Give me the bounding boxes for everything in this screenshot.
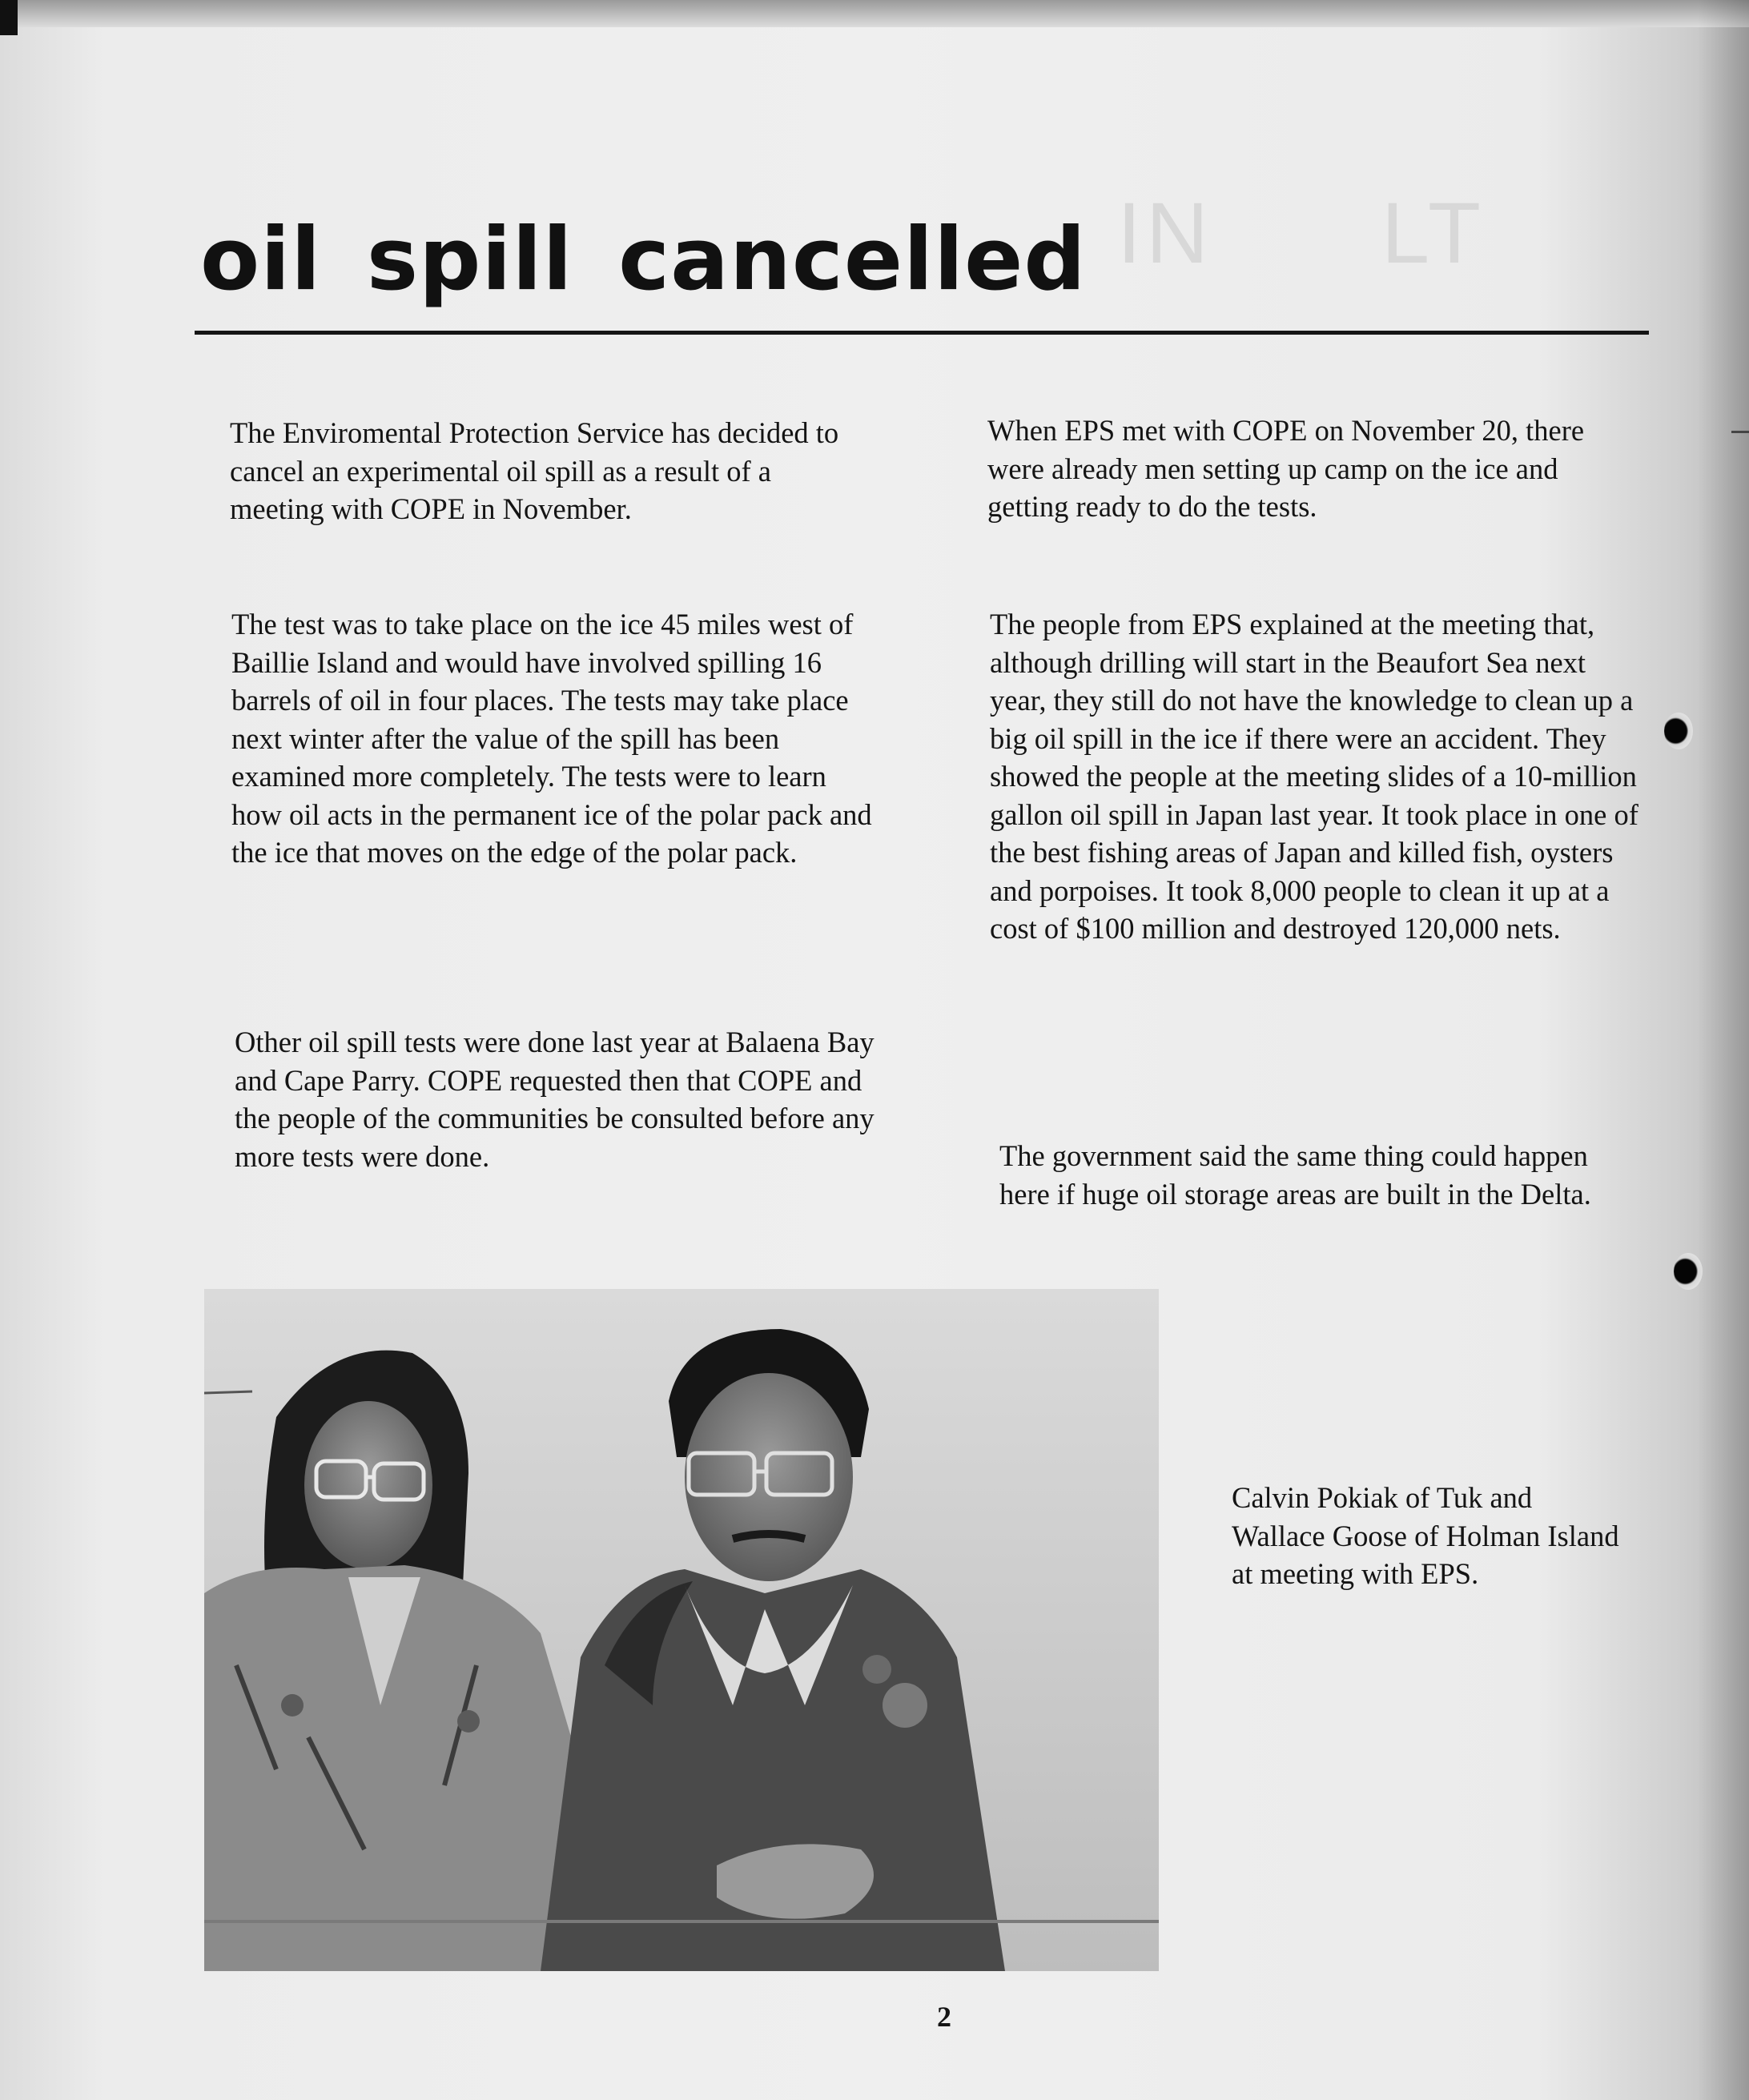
title-rule [195, 331, 1649, 335]
column-left-paragraph-2: The test was to take place on the ice 45 miles west of Baillie Island and would have involved spilling 16 barrels of oil in four places. The tests may take place next winter after the value of the spill has been examined more completely. The tests were to learn how oil acts in the permanent ice of the polar pack and the ice that moves on the edge of the polar pack. [231, 608, 872, 869]
bleed-through-heading: IN LT [1117, 184, 1486, 281]
punch-hole-icon [1664, 713, 1693, 749]
binding-shadow [1698, 0, 1749, 2100]
corner-tab [0, 0, 18, 35]
page-number: 2 [937, 2001, 951, 2033]
column-left-paragraph-1: The Enviromental Protection Service has decided to cancel an experimental oil spill as a result of a meeting with COPE in November. [230, 416, 839, 525]
photo-caption: Calvin Pokiak of Tuk and Wallace Goose of Holman Island at meeting with EPS. [1232, 1481, 1619, 1590]
photo-illustration [204, 1289, 1159, 1971]
column-left-paragraph-3: Other oil spill tests were done last year at Balaena Bay and Cape Parry. COPE requested then that COPE and the people of the communities be consulted before any more tests were done. [235, 1026, 874, 1173]
column-right-paragraph-1: When EPS met with COPE on November 20, there were already men setting up camp on the ice and getting ready to do the tests. [987, 414, 1585, 523]
column-right-paragraph-2: The people from EPS explained at the meeting that, although drilling will start in the Beaufort Sea next year, they still do not have the knowledge to clean up a big oil spill in the ice if there were an accident. They showed the people at the meeting slides of a 10-million gallon oil spill in Japan last year. It took place in one of the best fishing areas of Japan and killed fish, oysters and porpoises. It took 8,000 people to clean it up at a cost of $100 million and destroyed 120,000 nets. [990, 608, 1638, 945]
edge-mark [1731, 431, 1749, 433]
column-right-paragraph-3: The government said the same thing could happen here if huge oil storage areas are built in the Delta. [999, 1139, 1591, 1211]
article-title: oil spill cancelled [200, 210, 1087, 310]
meeting-photo [204, 1289, 1159, 1971]
page-top-edge [0, 0, 1749, 27]
punch-hole-icon [1674, 1253, 1703, 1290]
